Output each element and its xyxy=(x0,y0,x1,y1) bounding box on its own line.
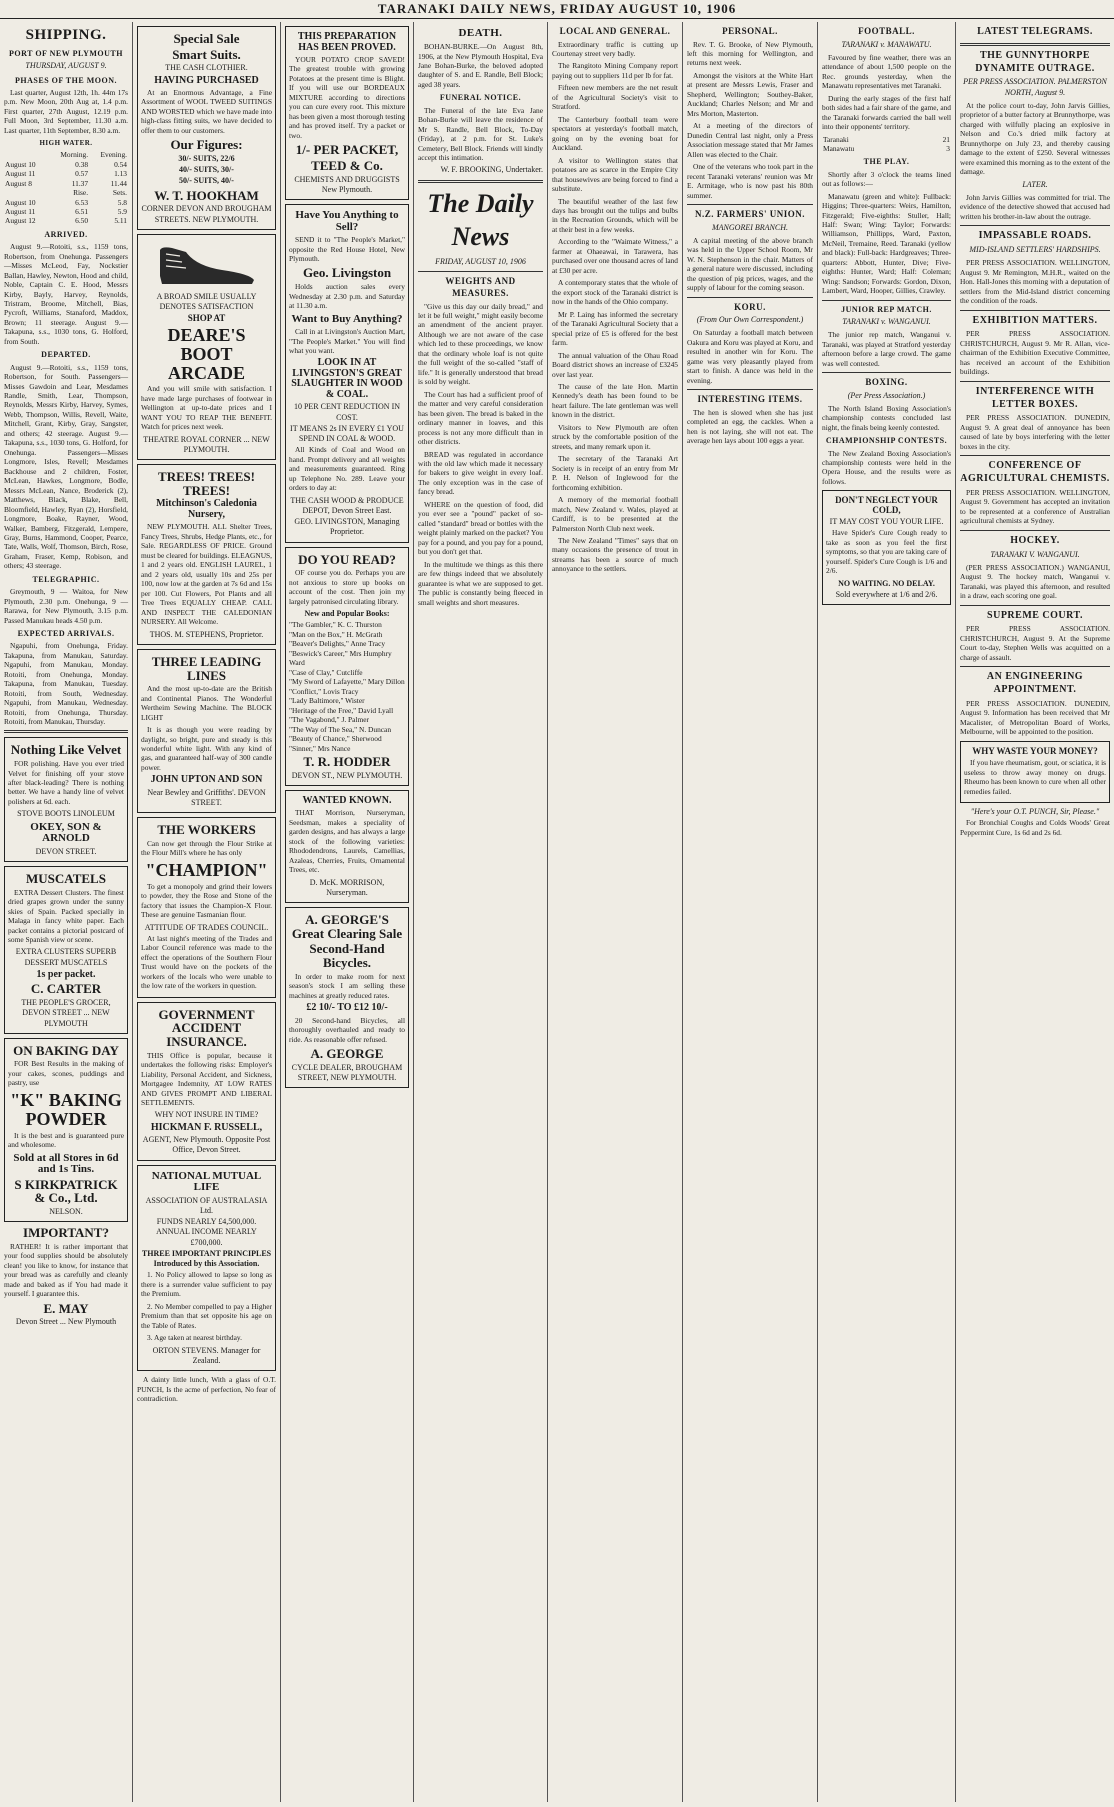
column-personal xyxy=(683,22,818,1802)
workers-ad xyxy=(137,817,276,997)
local-p2: The Rangitoto Mining Company report paying out to suppliers 11d per lb for fat. xyxy=(552,61,678,80)
block-text: It is as though you were reading by daylight, so bright, pure and steady is this wonderful white light. With any kind of gas, and guaranteed half-way of 300 candle power. xyxy=(141,725,272,772)
govt-insurance-ad xyxy=(137,1002,276,1161)
livingston-2: GEO. LIVINGSTON, Managing Proprietor. xyxy=(294,517,400,537)
koru-heading: KORU. xyxy=(734,301,766,312)
attitude-text: At last night's meeting of the Trades and Labor Council reference was made to the effect the operations of the Southern Flour Trust would have on the pockets of the workers of the locals who were unable to the low rate of the workers in question. xyxy=(141,933,272,991)
telegraphic-heading: TELEGRAPHIC. xyxy=(32,574,100,584)
want-text: Call in at Livingston's Auction Mart, "The People's Market." You will find what you want. xyxy=(289,327,405,355)
column-editorial xyxy=(414,22,548,1802)
george-ad xyxy=(285,907,409,1088)
shop-at: SHOP AT xyxy=(187,313,226,324)
expected-text: Ngapuhi, from Onehunga, Friday. Takapuna, from Manukau, Saturday. Ngapuhi, from Manukau, Monday. Rotoiti, from Onehunga, Monday. Takapuna, from Manukau, Tuesday. Rotoiti, from South, Wednesday. Ngapuhi, from Manukau, Wednesday. Rotoiti, from Onehunga, Thursday. Rotoiti, from Manukau, Thursday. xyxy=(4,641,128,726)
attitude-title: ATTITUDE OF TRADES COUNCIL. xyxy=(144,922,269,932)
may-sub: Devon Street ... New Plymouth xyxy=(15,1317,117,1327)
champion-text: To get a monopoly and grind their lowers to powder, they the Rose and Stone of the factory that issues the Champion-X Flour. These are genuine Tasmanian flour. xyxy=(141,881,272,920)
farmers-sub: MANGOREI BRANCH. xyxy=(712,222,788,232)
neglect-title: DON'T NEGLECT YOUR COLD, xyxy=(835,495,938,515)
column-sport xyxy=(818,22,956,1802)
velvet-ad xyxy=(4,737,128,862)
muscatels-text: EXTRA Dessert Clusters. The finest dried grapes grown under the sunny skies of Spain. Packed specially in Malaga in fancy white paper. Each packet contains a pictorial postcard of some Spanish view or scene. xyxy=(8,887,124,944)
local-p13: The secretary of the Taranaki Art Society is in receipt of an entry from Mr P. H. Nelson of Inglewood for the forthcoming exhibition. xyxy=(552,454,678,492)
score-table xyxy=(822,135,951,154)
neglect-sub: IT MAY COST YOU YOUR LIFE. xyxy=(829,517,944,527)
latest-heading: LATEST TELEGRAMS. xyxy=(977,26,1093,37)
read-text: OF course you do. Perhaps you are not anxious to store up books on account of the cost. Then join my largely patronised circulating library. xyxy=(289,568,405,606)
three-text: And the most up-to-date are the British and Continental Pianos. The Wonderful Wertheim Sewing Machine. The BLOCK LIGHT xyxy=(141,684,272,722)
weights-p3: BREAD was regulated in accordance with the old law which made it necessary for bakers to give weight in every loaf. The only exception was in the case of fancy bread. xyxy=(418,449,543,497)
okey-title: OKEY, SON & ARNOLD xyxy=(30,820,102,845)
table-row: August 10 0.38 0.54 xyxy=(5,159,127,169)
velvet-footer: STOVE BOOTS LINOLEUM xyxy=(17,809,115,819)
table-row: August 12 6.50 5.11 xyxy=(5,216,127,226)
muscatels-title: MUSCATELS xyxy=(26,870,106,886)
prep-text: YOUR POTATO CROP SAVED! The greatest trouble with growing Potatoes at the present time is Blight. If you will use our BORDEAUX MIXTURE according to directions you can cure every root. This mixture has been given a most thorough testing and has proved itself. Try a packet or two. xyxy=(289,55,405,140)
court-text: PER PRESS ASSOCIATION. CHRISTCHURCH, August 9. At the Supreme Court to-day, Stephen Wells was acquitted on a charge of assault. xyxy=(960,624,1110,662)
livingston-ad xyxy=(285,204,409,543)
having-text: At an Enormous Advantage, a Fine Assortment of WOOL TWEED SUITINGS AND WORSTED which we have made into high-class fitting suits, we have decided to offer them to our customers. xyxy=(141,88,272,135)
k-text: It is the best and is guaranteed pure and wholesome. xyxy=(8,1130,124,1150)
football-sub: TARANAKI v. MANAWATU. xyxy=(841,39,932,49)
play-text: Shortly after 3 o'clock the teams lined out as follows:— xyxy=(822,169,951,189)
geo-title: Geo. Livingston xyxy=(302,265,392,281)
list-item: "Beswick's Career," Mrs Humphry Ward xyxy=(289,648,392,668)
have-you: Have You Anything to Sell? xyxy=(295,208,399,233)
personal-p3: At a meeting of the directors of Dunedin Central last night, only a Press Association message stated that Mr James Allen was elected to the Chair. xyxy=(687,121,813,159)
exhibit-heading: EXHIBITION MATTERS. xyxy=(972,314,1098,326)
table-row: August 11 0.57 1.13 xyxy=(5,169,127,179)
pianos-ad xyxy=(137,649,276,813)
weights-p1: "Give us this day our daily bread," and let it be full weight," might easily become an amendment of the ancient prayer. Although we are not aware of the case which led to these proceedings, we know that the ordinary whole loaf is not quite the full weight of the so-called "staff of life." It is generally understood that bread is sold by weight. xyxy=(418,301,543,387)
teams-text: Manawatu (green and white): Fullback: Higgins; Three-quarters: Weirs, Hamilton, Fitzgerald; Five-eighths: Stuller, Hall; Half: Swan; Wing: Taylor; Forwards: Williamson, Phillipps, Ward, Paxton, McNeil, Tremaine, Reed. Taranaki (yellow and black): Full-back: Hardgreaves; Three-quarters: Abbott, Hunter, Dive; Five-eighths: Hunter, Ward; Half: Coleman; Wing: Sandson; Forwards: Gordon, Dixon, Lambert, Ward, Hooper, Gillies, Crawley. xyxy=(822,191,951,296)
list-item: "The Gambler," K. C. Thurston xyxy=(289,620,382,630)
paper-logo: The Daily News xyxy=(427,188,534,251)
list-item: "Sinner," Mrs Nance xyxy=(289,743,351,753)
table-row: August 8 11.37 11.44 xyxy=(5,178,127,188)
death-heading: DEATH. xyxy=(458,27,503,39)
port-heading: PORT OF NEW PLYMOUTH xyxy=(9,49,123,59)
figure-3: 50/- SUITS, 40/- xyxy=(179,176,234,186)
deare-text: And you will smile with satisfaction. I have made large purchases of footwear in Wellington at up-to-date prices and I WANT YOU TO REAP THE BENEFIT. Watch for prices next week. xyxy=(141,384,272,432)
muscatels-price: 1s per packet. xyxy=(36,968,96,980)
champ-heading: CHAMPIONSHIP CONTESTS. xyxy=(825,436,948,446)
hookham-name: W. T. HOOKHAM xyxy=(154,187,259,203)
arrived-heading: ARRIVED. xyxy=(44,229,88,239)
local-p9: Mr P. Laing has informed the secretary of the Taranaki Agricultural Society that a special prize of £5 is offered for the best farm. xyxy=(552,309,678,348)
telegraphic-text: Greymouth, 9 — Waitoa, for New Plymouth, 2.30 p.m. Onehunga, 9 — Rarawa, for New Plymouth, 3.15 p.m. Passed Manukau heads 4.50 p.m. xyxy=(4,587,128,625)
rheumo-ad xyxy=(960,741,1110,803)
spider-cure-ad xyxy=(822,490,951,605)
extra-clusters: EXTRA CLUSTERS SUPERB DESSERT MUSCATELS xyxy=(15,947,117,967)
teed-sub: CHEMISTS AND DRUGGISTS New Plymouth. xyxy=(294,174,400,194)
new-books: New and Popular Books: xyxy=(304,609,390,619)
carter-title: C. CARTER xyxy=(30,981,102,997)
library-ad xyxy=(285,547,409,786)
hockey-heading: HOCKEY. xyxy=(1010,534,1060,546)
workers-title: THE WORKERS xyxy=(157,822,256,838)
local-p15: The New Zealand "Times" says that on many occasions the presence of trout in streams has been a source of much annoyance to the settlers. xyxy=(552,536,678,574)
tide-table: Morning. Evening. August 10 0.38 0.54 August 11 0.57 1.13 August 8 11.37 11.44 Rise. Sets. August 10 6.53 5.8 August 11 6.51 5.9 August 12 6.50 5.11 xyxy=(5,150,127,226)
farmers-heading: N.Z. FARMERS' UNION. xyxy=(694,209,806,220)
local-p5: A visitor to Wellington states that potatoes are as scarce in the Empire City that housewives are being forced to find a substitute. xyxy=(552,155,678,194)
weights-p5: In the multitude we things as this there are few things indeed that we absolutely guarantee is what we are supposed to get. The public is constantly being fleeced in small weights and short measures. xyxy=(418,559,543,607)
second-hand: Second-Hand Bicycles. xyxy=(309,941,385,971)
kirkpatrick-sub: NELSON. xyxy=(49,1206,83,1216)
why-insure: WHY NOT INSURE IN TIME? xyxy=(154,1110,259,1120)
local-p6: The beautiful weather of the last few days has brought out the tulips and bulbs in the Recreation Grounds, which will be at their best in a few weeks. xyxy=(552,196,678,234)
outrage-sub: PER PRESS ASSOCIATION. PALMERSTON NORTH, August 9. xyxy=(963,77,1107,97)
national-mutual-ad xyxy=(137,1165,276,1371)
list-item: "Beauty of Chance," Sherwood xyxy=(289,734,382,744)
cash-wood: THE CASH WOOD & PRODUCE DEPOT, Devon Street East. xyxy=(290,495,404,515)
weights-heading: WEIGHTS AND MEASURES. xyxy=(445,276,516,298)
govt-title: GOVERNMENT ACCIDENT INSURANCE. xyxy=(158,1006,255,1050)
play-heading: THE PLAY. xyxy=(863,157,910,167)
it-means: IT MEANS 2s IN EVERY £1 YOU SPEND IN COAL & WOOD. xyxy=(290,423,404,444)
conference-text: PER PRESS ASSOCIATION. WELLINGTON, August 9. Government has accepted an invitation to be represented at a conference of Australian agricultural chemists at Sydney. xyxy=(960,487,1110,526)
three-principles: THREE IMPORTANT PRINCIPLES Introduced by this Association. xyxy=(141,1248,272,1269)
national-sub: ASSOCIATION OF AUSTRALASIA Ltd. xyxy=(145,1195,268,1215)
deare-title: DEARE'S BOOT ARCADE xyxy=(167,324,246,383)
bic-text: In order to make room for next season's stock I am selling these machines at greatly reduced rates. xyxy=(289,971,405,1000)
neglect-text: Have Spider's Cure Cough ready to take as soon as you feel the first symptoms, so that you are taking care of yourself. Spider's Cure Cough is 1/6 and 2/6. xyxy=(826,528,947,576)
local-p4: The Canterbury football team were spectators at yesterday's football match, going on by the evening boat for Auckland. xyxy=(552,114,678,153)
hockey-sub: TARANAKI V. WANGANUI. xyxy=(990,549,1080,559)
having-purchased: HAVING PURCHASED xyxy=(154,74,259,86)
look-title: LOOK IN AT LIVINGSTON'S GREAT SLAUGHTER IN WOOD & COAL. xyxy=(291,357,403,400)
funeral-heading: FUNERAL NOTICE. xyxy=(439,93,522,103)
hookham-ad xyxy=(137,26,276,230)
list-item: "My Sword of Lafayette," Mary Dillon xyxy=(289,677,405,687)
roads-sub: MID-ISLAND SETTLERS' HARDSHIPS. xyxy=(969,245,1101,255)
stephens: THOS. M. STEPHENS, Proprietor. xyxy=(149,629,264,639)
do-you-read: DO YOU READ? xyxy=(298,551,396,567)
prep-title: THIS PREPARATION HAS BEEN PROVED. xyxy=(297,31,397,53)
special-sale: Special Sale xyxy=(173,31,240,46)
funeral-text: The Funeral of the late Eva Jane Bohan-Burke will leave the residence of Mr S. Randle, Bell Block, To-Day (Friday), at 2 p.m. for St. Luke's Cemetery, Bell Block. Friends will kindly accept this intimation. xyxy=(418,105,543,162)
send-text: SEND it to "The People's Market," opposite the Red House Hotel, New Plymouth. xyxy=(289,235,405,263)
bic-text-2: 20 Second-hand Bicycles, all thoroughly overhauled and ready to ride. As reasonable offer refused. xyxy=(289,1015,405,1044)
three-lines: THREE LEADING LINES xyxy=(151,653,262,683)
k-sold: Sold at all Stores in 6d and 1s Tins. xyxy=(13,1151,119,1176)
interesting-heading: INTERESTING ITEMS. xyxy=(697,394,803,405)
hookham-address: CORNER DEVON AND BROUGHAM STREETS. NEW PLYMOUTH. xyxy=(141,204,272,224)
outrage-text: At the police court to-day, John Jarvis Gillies, proprietor of a butter factory at Brunnythorpe, was charged with wilfully placing an explosive in Nelson and Co.'s dried milk factory at Brunnythorpe on July 23, and thereby causing damage to the extent of £250. Several witnesses were examined this morning as to the extent of the damage. xyxy=(960,100,1110,177)
baking-ad xyxy=(4,1038,128,1222)
list-item: "Man on the Box," H. McGrath xyxy=(289,629,383,639)
baking-text: FOR Best Results in the making of your cakes, scones, puddings and pastry, use xyxy=(8,1059,124,1088)
bronchial-text: For Bronchial Coughs and Colds Woods' Great Peppermint Cure, 1s 6d and 2s 6d. xyxy=(960,818,1110,837)
figure-1: 30/- SUITS, 22/6 xyxy=(178,154,235,163)
sold-line: Sold everywhere at 1/6 and 2/6. xyxy=(835,590,938,600)
george-sub: CYCLE DEALER, BROUGHAM STREET, NEW PLYMOUTH. xyxy=(291,1062,403,1082)
local-p3: Fifteen new members are the net result of the Agricultural Society's visit to Stratford. xyxy=(552,83,678,112)
junior-heading: JUNIOR REP MATCH. xyxy=(841,304,932,314)
shipping-heading: SHIPPING. xyxy=(25,27,107,43)
departed-heading: DEPARTED. xyxy=(41,350,91,360)
local-p12: Visitors to New Plymouth are often struck by the comfortable position of the streets, and many remark upon it. xyxy=(552,422,678,451)
books-list xyxy=(289,620,405,753)
money-title: WHY WASTE YOUR MONEY? xyxy=(972,745,1098,756)
boxing-sub: (Per Press Association.) xyxy=(847,390,926,400)
deare-ad xyxy=(137,234,276,460)
column-local xyxy=(548,22,683,1802)
hockey-text: (PER PRESS ASSOCIATION.) WANGANUI, August 9. The hockey match, Wanganui v. Taranaki, was played this afternoon, and resulted in a draw, each scoring one goal. xyxy=(960,562,1110,601)
exhibit-text: PER PRESS ASSOCIATION. CHRISTCHURCH, August 9. Mr R. Allan, vice-chairman of the Exhibition Executive Committee, has received an account of the Exhibition buildings. xyxy=(960,329,1110,377)
conference-heading: CONFERENCE OF AGRICULTURAL CHEMISTS. xyxy=(960,460,1110,485)
teed-name: TEED & Co. xyxy=(311,157,383,173)
personal-p1: Rev. T. G. Brooke, of New Plymouth, left this morning for Wellington, and returns next week. xyxy=(687,39,813,68)
roads-heading: IMPASSABLE ROADS. xyxy=(978,230,1092,242)
our-figures: Our Figures: xyxy=(170,137,243,153)
money-text: If you have rheumatism, gout, or sciatica, it is useless to throw away money on drugs. Rheumo has been known to cure when all other remedies failed. xyxy=(964,758,1106,796)
tide-heading: HIGH WATER. xyxy=(39,139,93,148)
govt-text: THIS Office is popular, because it undertakes the following risks: Employer's Liability, Personal Accident, and Sickness, Mortgagee Indemnity, AT LOW RATES AND GIVES PROMPT AND LIBERAL SETTLEMENTS. xyxy=(141,1050,272,1107)
carter-sub: THE PEOPLE'S GROCER, DEVON STREET ... NEW PLYMOUTH xyxy=(21,998,111,1028)
morrison-ad xyxy=(285,790,409,903)
deare-address: THEATRE ROYAL CORNER ... NEW PLYMOUTH. xyxy=(143,434,270,454)
nursery-title: Mitchinson's Caledonia Nursery, xyxy=(156,498,257,520)
boxing-heading: BOXING. xyxy=(865,377,908,388)
list-item: "Lady Baltimore," Wister xyxy=(289,696,365,706)
column-ads-2 xyxy=(281,22,414,1802)
later-text: John Jarvis Gillies was committed for trial. The evidence of the detective showed that accused had written his brother-in-law about the outrage. xyxy=(960,192,1110,221)
court-heading: SUPREME COURT. xyxy=(987,609,1083,621)
wanted-title: WANTED KNOWN. xyxy=(302,794,392,806)
junior-text: The junior rep match, Wanganui v. Taranaki, was played at Stratford yesterday afternoon before a large crowd. The game was well contested. xyxy=(822,330,951,368)
list-item: "Beaver's Delights," Anne Tracy xyxy=(289,639,386,649)
interesting-text: The hen is slowed when she has just completed an egg, the cackles. When a hen is not laying, she will not eat. The average hen lays about 100 eggs a year. xyxy=(687,407,813,446)
outrage-heading: THE GUNNYTHORPE DYNAMITE OUTRAGE. xyxy=(975,49,1095,74)
table-row: Manawatu 3 xyxy=(823,143,950,153)
football-p2: During the early stages of the first half both sides had a fair share of the game, and the Taranaki forwards carried the ball well into their opponents' territory. xyxy=(822,93,951,132)
principle-3: 3. Age taken at nearest birthday. xyxy=(147,1333,242,1343)
per-packet: 1/- PER PACKET, xyxy=(295,142,399,158)
george-clear: A. GEORGE'S Great Clearing Sale xyxy=(291,912,403,941)
punch-text: A dainty little lunch, With a glass of O.T. PUNCH, Is the acme of perfection, No fear of contradiction. xyxy=(137,1375,276,1404)
koru-text: On Saturday a football match between Oakura and Koru was played at Koru, and resulted in another win for Koru. The game was very pleasantly played from start to finish. A dance was held in the evening. xyxy=(687,328,813,385)
list-item: "The Vagabond," J. Palmer xyxy=(289,715,369,725)
table-row: August 10 6.53 5.8 xyxy=(5,197,127,207)
national-title: NATIONAL MUTUAL LIFE xyxy=(151,1169,262,1194)
football-heading: FOOTBALL. xyxy=(858,26,915,36)
boot-icon xyxy=(152,242,262,288)
george-name: A. GEORGE xyxy=(310,1046,384,1061)
wanted-text: THAT Morrison, Nurseryman, Seedsman, makes a speciality of garden designs, and has always a large stock of the following varieties: Rhododendrons, Laurels, Camellias, Azaleas, Cherries, Fruits, Ornamental Trees, etc. xyxy=(289,808,405,875)
arrived-text: August 9.—Rotoiti, s.s., 1159 tons, Robertson, from Onehunga. Passengers —Misses McLeod, Fay, Nockstier Ballan, Hawley, Newton, Hood and child, Noble, Captain C. E. Hood, Messrs Kirby, Bayly, Harvey, Reynolds, Tristram, Broome, Mitchell, Bias, Pycroft, Williams, Stanaford, Maddox, Brown; 11 steerage. August 9.—Takapuna, s.s., 1030 tons, G. Holford, from South. xyxy=(4,242,128,346)
interference-text: PER PRESS ASSOCIATION. DUNEDIN, August 9. A great deal of annoyance has been caused of late by boys interfering with the letter boxes in the city. xyxy=(960,413,1110,451)
local-p14: A memory of the memorial football match, New Zealand v. Wales, played at Cardiff, is to be presented at the Palmerston North Club next week. xyxy=(552,495,678,533)
principle-1: 1. No Policy allowed to lapse so long as there is a surrender value sufficient to pay the Premium. xyxy=(141,1270,272,1299)
champion-title: "CHAMPION" xyxy=(145,859,268,880)
figure-2: 40/- SUITS, 30/- xyxy=(179,165,234,175)
boxing-text: The North Island Boxing Association's championship contests concluded last night, the finals being keenly contested. xyxy=(822,403,951,432)
expected-heading: EXPECTED ARRIVALS. xyxy=(17,628,115,638)
local-p7: According to the "Waimate Witness," a farmer at Ohaeawai, in Tarawera, has purchased over one thousand acres of land at £30 per acre. xyxy=(552,237,678,275)
local-heading: LOCAL AND GENERAL. xyxy=(559,26,671,36)
moon-text: Last quarter, August 12th, 1h. 44m 17s p.m. New Moon, 20th Aug at, 1.4 p.m. First quarter, 27th August, 12.19 p.m. Full Moon, 3rd September, 11.30 a.m. Last quarter, 11th September, 8.30 a.m. xyxy=(4,87,128,135)
upton-name: JOHN UPTON AND SON xyxy=(150,774,263,786)
stevens: ORTON STEVENS. Manager for Zealand. xyxy=(152,1345,261,1365)
football-p1: Favoured by fine weather, there was an attendance of about 1,500 people on the Rec. grounds yesterday, when the Manawatu representatives met Taranaki. xyxy=(822,52,951,91)
farmers-text: A capital meeting of the above branch was held in the Upper School Room, Mr W. N. Stephenson in the chair. Matters of a general nature were discussed, including the question of pig prices, wages, and the supply of labour for the coming season. xyxy=(687,235,813,293)
column-telegrams xyxy=(956,22,1114,1802)
engineering-text: PER PRESS ASSOCIATION. DUNEDIN, August 9. Information has been received that Mr Macalister, of Metropolitan Board of Works, Melbourne, will be appointed to the position. xyxy=(960,698,1110,737)
baking-title: ON BAKING DAY xyxy=(13,1042,119,1058)
shipping-date: THURSDAY, AUGUST 9. xyxy=(25,61,107,71)
interference-heading: INTERFERENCE WITH LETTER BOXES. xyxy=(975,385,1095,410)
upton-sub: Near Bewley and Griffiths'. DEVON STREET. xyxy=(147,787,266,808)
muscatels-ad xyxy=(4,866,128,1034)
table-row: August 11 6.51 5.9 xyxy=(5,207,127,216)
principle-2: 2. No Member compelled to pay a Higher Premium than that set opposite his age on the Table of Rates. xyxy=(141,1301,272,1330)
departed-text: August 9.—Rotoiti, s.s., 1159 tons, Robertson, for South. Passengers—Misses Gawdoin and Lear, Mesdames Randle, Smith, Lear, Thompson, Reynolds, Messrs Kirby, Harvey, Symes, Webb, Thompson, Willis, Revell, Waite, Mitchell, Grant, Kirby, Gray, Sangster, and others; 42 steerage. August 9.—Takapuna, s.s., 1030 tons, G. Holford, for Onehunga. Passengers—Misses Longmore, Isles, Revell; Mesdames Backhouse and 2 children, Foster, McLean, Hawkes, Longmore, Bodle, Messrs McLean, Nance, Broderick (2), Matthews, Black, Blake, Bell, Bloomfield, Hawley, Ryan (2), Horsfield, Longmore, Boake, Rayner, Wood, Walker, Bamberg, Fitzgerald, Lempere, Gray, Burns, Hammond, Cooper, Pearce, Tate, Walls, Wolf, Thomson, Birch, Rose, Graham, Fraser, Kemp, Robison, and others; 43 steerage. xyxy=(4,362,128,571)
k-baking-powder: "K" BAKING POWDER xyxy=(10,1089,122,1129)
junior-sub: TARANAKI v. WANGANUI. xyxy=(842,317,931,326)
hodder-sub: DEVON ST., NEW PLYMOUTH. xyxy=(291,770,403,780)
nursery-text: NEW PLYMOUTH. ALL Shelter Trees, Fancy Trees, Shrubs, Hedge Plants, etc., for Sale. REGARDLESS OF PRICE. Ground must be cleared for buildings. ELEAGNUS, 1 and 2 years old. ENGLISH LAUREL, 1 and 2 years old, usually 10s and 25s per 100, now low at the garden at 7s 6d and 15s per 100. Cut Flowers, Pot Plants and all Tree Trees EQUALLY CHEAP. CALL AND INSPECT THE CALEDONIAN NURSERY. All Welcome. xyxy=(141,522,272,627)
ten-percent: 10 PER CENT REDUCTION IN COST. xyxy=(293,402,401,422)
champ-text: The New Zealand Boxing Association's championship contests were held in the Opera House, and the results were as follows. xyxy=(822,448,951,486)
want-title: Want to Buy Anything? xyxy=(291,312,403,325)
kirkpatrick-title: S KIRKPATRICK & Co., Ltd. xyxy=(14,1176,118,1206)
velvet-text: FOR polishing. Have you ever tried Velvet for finishing off your stove after black-leading? There is nothing better. We have a handy line of velvet polishers at 6d. each. xyxy=(8,759,124,806)
column-ads-1 xyxy=(133,22,281,1802)
engineering-heading: AN ENGINEERING APPOINTMENT. xyxy=(986,671,1084,696)
later-heading: LATER. xyxy=(1022,179,1048,189)
paper-date: FRIDAY, AUGUST 10, 1906 xyxy=(435,257,526,267)
roads-text: PER PRESS ASSOCIATION. WELLINGTON, August 9. Mr Remington, M.H.R., waited on the Hon. Hall-Jones this morning with a deputation of settlers from the Mid-Island district concerning the condition of the roads. xyxy=(960,258,1110,306)
column-shipping xyxy=(0,22,133,1802)
geo-text: Holds auction sales every Wednesday at 2.30 p.m. and Saturday at 11.30 a.m. xyxy=(289,282,405,311)
trees-ad xyxy=(137,464,276,645)
personal-p2: Amongst the visitors at the White Hart at present are Messrs Lewis, Fraser and Shepherd, Wellington; Southey-Baker, Auckland; Charles Nelson; and Mr and Mrs Morton, Masterton. xyxy=(687,70,813,118)
cash-clothier: THE CASH CLOTHIER. xyxy=(165,63,248,73)
koru-sub: (From Our Own Correspondent.) xyxy=(696,315,804,325)
bic-prices: £2 10/- TO £12 10/- xyxy=(306,1002,388,1014)
punch-line: "Here's your O.T. PUNCH, Sir, Please." xyxy=(970,807,1100,817)
local-p8: A contemporary states that the whole of the export stock of the Taranaki district is now in the hands of the Ohio company. xyxy=(552,278,678,307)
moon-heading: PHASES OF THE MOON. xyxy=(15,75,117,85)
list-item: "Conflict," Lovis Tracy xyxy=(289,686,359,696)
important-text: RATHER! It is rather important that your food supplies should be absolutely clean! you like to know, for instance that your bread was as carefully and cleanly made and baked as if You had made it yourself. I guarantee this. xyxy=(4,1241,128,1299)
funds: FUNDS NEARLY £4,500,000. ANNUAL INCOME NEARLY £700,000. xyxy=(156,1217,257,1247)
local-p1: Extraordinary traffic is cutting up Courtenay street very badly. xyxy=(552,39,678,58)
weights-p2: The Court has had a sufficient proof of the matter and very careful consideration has been given. The bread is baked in the ordinary manner in loaves, and this process is not any more difficult than in other districts. xyxy=(418,389,543,447)
personal-p4: One of the veterans who took part in the recent Taranaki veterans' reunion was Mr E. Armitage, who is now past his 80th summer. xyxy=(687,162,813,200)
table-row: Taranaki 21 xyxy=(823,134,950,144)
trees-title: TREES! TREES! TREES! xyxy=(158,469,255,498)
delay-line: NO WAITING. NO DELAY. xyxy=(838,578,935,588)
list-item: "Case of Clay," Cutcliffe xyxy=(289,667,363,677)
potato-ad xyxy=(285,26,409,200)
personal-heading: PERSONAL. xyxy=(722,26,778,36)
list-item: "Heritage of the Free," David Lyall xyxy=(289,705,394,715)
hodder-name: T. R. HODDER xyxy=(303,754,391,769)
masthead: TARANAKI DAILY NEWS, FRIDAY AUGUST 10, 1906 xyxy=(0,0,1114,19)
workers-text: Can now get through the Flour Strike at the Flour Mill's where he has only xyxy=(141,838,272,858)
velvet-title: Nothing Like Velvet xyxy=(10,742,122,758)
smart-suits: Smart Suits. xyxy=(172,46,241,62)
local-p11: The cause of the late Hon. Martin Kennedy's death has been found to be heart failure. The late gentleman was well known in the district. xyxy=(552,381,678,420)
smile-line: A BROAD SMILE USUALLY DENOTES SATISFACTION xyxy=(156,291,257,312)
undertaker: W. F. BROOKING, Undertaker. xyxy=(440,165,543,175)
okey-sub: DEVON STREET. xyxy=(35,846,97,856)
weights-p4: WHERE on the question of food, did you ever see a "pound" packet of so-called "standard" bread or bottles with the weight plainly marked on the packet? You pay for a pound, and you pay for a pound, but you don't get that. xyxy=(418,499,543,557)
all-kinds: All Kinds of Coal and Wood on hand. Prompt delivery and all weights and measurements guaranteed. Ring up Telephone No. 289. Leave your orders to day at: xyxy=(289,445,405,493)
russell-name: HICKMAN F. RUSSELL, xyxy=(150,1121,263,1133)
russell-sub: AGENT, New Plymouth. Opposite Post Office, Devon Street. xyxy=(142,1135,271,1155)
local-p10: The annual valuation of the Ohau Road Board district shows an increase of £3245 over last year. xyxy=(552,350,678,379)
death-text: BOHAN-BURKE.—On August 8th, 1906, at the New Plymouth Hospital, Eva Jane Bohan-Burke, the beloved adopted daughter of S. and E. Randle, Bell Block; aged 38 years. xyxy=(418,42,543,89)
list-item: "The Way of The Sea," N. Duncan xyxy=(289,724,392,734)
may-title: E. MAY xyxy=(43,1300,89,1316)
morrison-name: D. McK. MORRISON, Nurseryman. xyxy=(309,877,385,897)
important-title: IMPORTANT? xyxy=(23,1225,109,1241)
